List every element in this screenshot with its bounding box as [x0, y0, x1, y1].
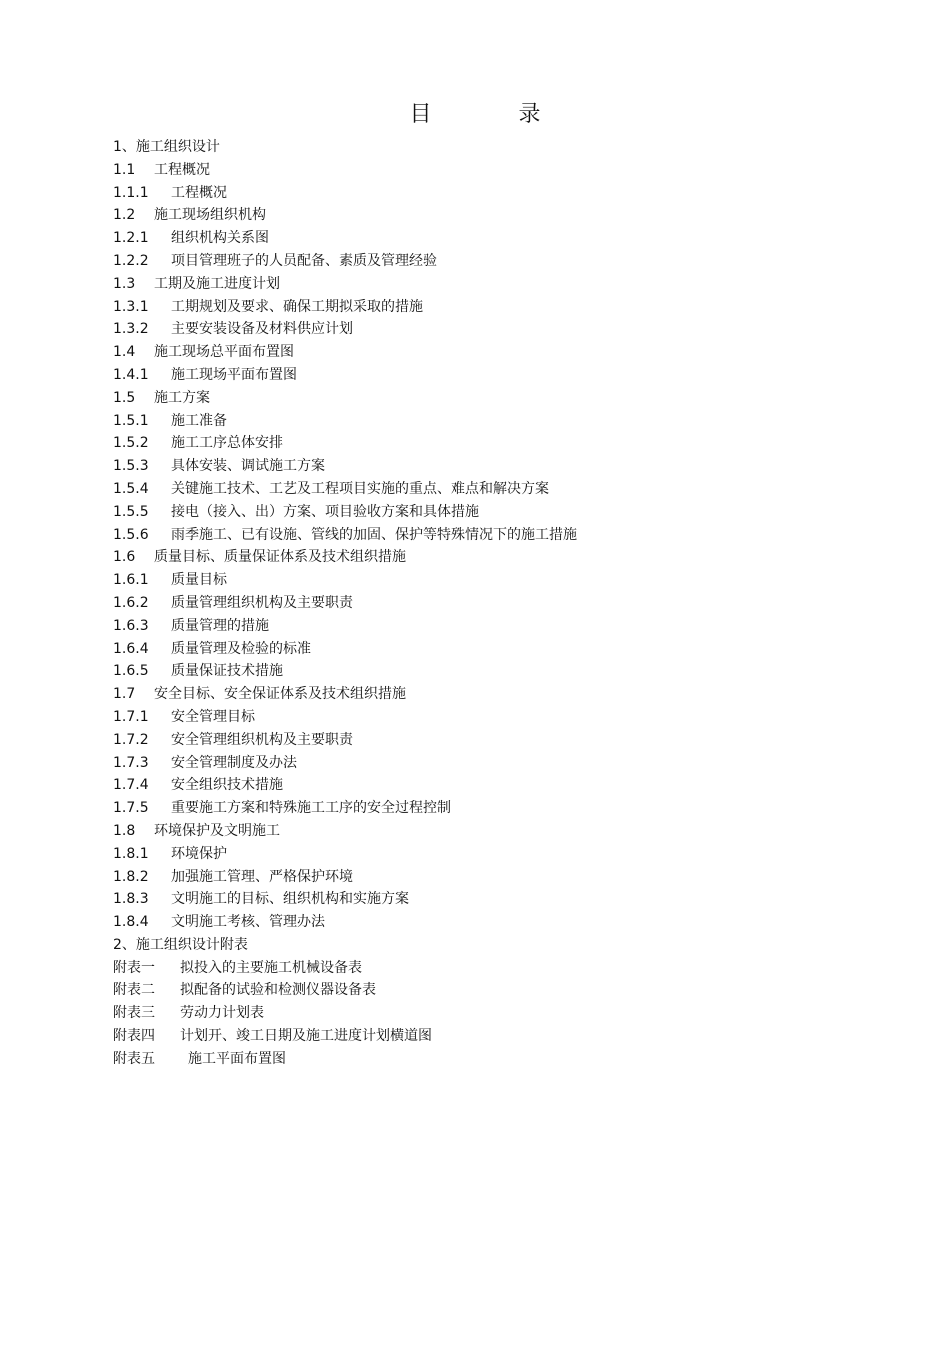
toc-entry-number: 1.1: [113, 161, 136, 178]
toc-entry-title: 工程概况: [154, 161, 210, 178]
toc-entry-number: 附表一: [113, 959, 155, 976]
toc-entry[interactable]: [113, 455, 893, 478]
toc-entry-number: 1.8.4: [113, 914, 149, 931]
toc-entry[interactable]: [113, 911, 893, 934]
toc-entry-number: 1.5: [113, 389, 136, 406]
toc-entry[interactable]: [113, 387, 893, 410]
toc-entry-number: 1.5.5: [113, 503, 149, 520]
toc-entry-title: 安全管理制度及办法: [171, 754, 297, 771]
toc-entry[interactable]: [113, 660, 893, 683]
toc-entry-title: 重要施工方案和特殊施工工序的安全过程控制: [171, 800, 451, 817]
toc-entry-number: 1.6.1: [113, 572, 149, 589]
toc-entry-number: 1.6.2: [113, 594, 149, 611]
toc-entry-number: 附表二: [113, 982, 155, 999]
toc-entry-number: 1.6.5: [113, 663, 149, 680]
toc-entry[interactable]: [113, 615, 893, 638]
toc-entry-title: 文明施工的目标、组织机构和实施方案: [171, 891, 409, 908]
toc-entry-title: 施工方案: [154, 389, 210, 406]
toc-entry-number: 附表四: [113, 1028, 155, 1045]
toc-entry-number: 1.7.5: [113, 800, 149, 817]
toc-entry-title: 工期规划及要求、确保工期拟采取的措施: [171, 298, 423, 315]
toc-entry-number: 1.7.3: [113, 754, 149, 771]
toc-entry-title: 文明施工考核、管理办法: [171, 914, 325, 931]
toc-entry-title: 雨季施工、已有设施、管线的加固、保护等特殊情况下的施工措施: [171, 526, 577, 543]
toc-entry-title: 施工现场组织机构: [154, 207, 266, 224]
toc-entry-number: 1.6.3: [113, 617, 149, 634]
toc-entry-number: 1.1.1: [113, 184, 149, 201]
toc-entry-title: 2、施工组织设计附表: [113, 936, 248, 953]
toc-entry[interactable]: [113, 136, 893, 159]
toc-entry[interactable]: [113, 227, 893, 250]
toc-entry-title: 质量目标: [171, 572, 227, 589]
toc-entry[interactable]: [113, 410, 893, 433]
toc-entry[interactable]: [113, 752, 893, 775]
toc-entry-number: 1.5.6: [113, 526, 149, 543]
toc-entry-number: 1.3.1: [113, 298, 149, 315]
toc-entry-title: 安全组织技术措施: [171, 777, 283, 794]
toc-entry-title: 拟投入的主要施工机械设备表: [180, 959, 362, 976]
toc-entry-number: 1.7: [113, 686, 136, 703]
toc-entry-number: 1.3: [113, 275, 136, 292]
toc-entry[interactable]: [113, 1025, 893, 1048]
toc-entry-number: 1.2: [113, 207, 136, 224]
toc-entry[interactable]: [113, 273, 893, 296]
toc-entry-title: 施工工序总体安排: [171, 435, 283, 452]
toc-entry[interactable]: [113, 979, 893, 1002]
toc-entry-number: 1.5.3: [113, 458, 149, 475]
toc-entry-title: 具体安装、调试施工方案: [171, 458, 325, 475]
toc-entry-title: 环境保护及文明施工: [154, 822, 280, 839]
toc-entry-number: 1.8.2: [113, 868, 149, 885]
toc-entry-number: 1.6: [113, 549, 136, 566]
toc-entry[interactable]: [113, 250, 893, 273]
toc-entry[interactable]: [113, 341, 893, 364]
toc-entry-number: 附表五: [113, 1050, 155, 1067]
toc-entry[interactable]: [113, 592, 893, 615]
toc-entry[interactable]: [113, 729, 893, 752]
toc-entry-title: 质量管理组织机构及主要职责: [171, 594, 353, 611]
toc-entry-number: 1.7.2: [113, 731, 149, 748]
toc-entry-title: 计划开、竣工日期及施工进度计划横道图: [180, 1028, 432, 1045]
toc-entry[interactable]: [113, 866, 893, 889]
toc-entry[interactable]: [113, 546, 893, 569]
toc-entry-title: 施工现场总平面布置图: [154, 344, 294, 361]
toc-entry[interactable]: [113, 1002, 893, 1025]
toc-entry-number: 1.7.1: [113, 708, 149, 725]
toc-entry[interactable]: [113, 182, 893, 205]
toc-entry-number: 1.2.1: [113, 230, 149, 247]
toc-entry-title: 工期及施工进度计划: [154, 275, 280, 292]
toc-entry-number: 1.5.1: [113, 412, 149, 429]
toc-entry-title: 质量管理的措施: [171, 617, 269, 634]
toc-entry[interactable]: [113, 318, 893, 341]
toc-entry-title: 质量管理及检验的标准: [171, 640, 311, 657]
toc-entry[interactable]: [113, 1048, 893, 1071]
toc-entry-title: 安全目标、安全保证体系及技术组织措施: [154, 686, 406, 703]
toc-entry-number: 1.8: [113, 822, 136, 839]
toc-entry[interactable]: [113, 706, 893, 729]
toc-entry[interactable]: [113, 364, 893, 387]
toc-entry[interactable]: [113, 934, 893, 957]
toc-entry[interactable]: [113, 843, 893, 866]
toc-entry-title: 质量保证技术措施: [171, 663, 283, 680]
toc-entry-number: 1.4.1: [113, 366, 149, 383]
toc-entry[interactable]: [113, 683, 893, 706]
toc-entry[interactable]: [113, 569, 893, 592]
toc-entry-title: 关键施工技术、工艺及工程项目实施的重点、难点和解决方案: [171, 480, 549, 497]
toc-entry-title: 环境保护: [171, 845, 227, 862]
toc-entry[interactable]: [113, 524, 893, 547]
toc-entry-title: 安全管理组织机构及主要职责: [171, 731, 353, 748]
toc-entry-title: 施工准备: [171, 412, 227, 429]
toc-entry-number: 附表三: [113, 1005, 155, 1022]
toc-entry[interactable]: [113, 296, 893, 319]
toc-entry-number: 1.8.3: [113, 891, 149, 908]
toc-entry[interactable]: [113, 888, 893, 911]
toc-entry-title: 施工现场平面布置图: [171, 366, 297, 383]
toc-entry-title: 安全管理目标: [171, 708, 255, 725]
toc-entry[interactable]: [113, 957, 893, 980]
toc-entry[interactable]: [113, 774, 893, 797]
toc-entry-number: 1.3.2: [113, 321, 149, 338]
toc-entry[interactable]: [113, 501, 893, 524]
toc-entry[interactable]: [113, 797, 893, 820]
toc-entry[interactable]: [113, 432, 893, 455]
toc-entry-number: 1.5.2: [113, 435, 149, 452]
toc-entry-number: 1.5.4: [113, 480, 149, 497]
toc-entry-title: 拟配备的试验和检测仪器设备表: [180, 982, 376, 999]
toc-entry[interactable]: [113, 820, 893, 843]
toc-entry-title: 组织机构关系图: [171, 230, 269, 247]
toc-entry-number: 1.8.1: [113, 845, 149, 862]
toc-entry-title: 项目管理班子的人员配备、素质及管理经验: [171, 252, 437, 269]
toc-entry-title: 主要安装设备及材料供应计划: [171, 321, 353, 338]
toc-entry-title: 施工平面布置图: [188, 1050, 286, 1067]
toc-entry-title: 接电（接入、出）方案、项目验收方案和具体措施: [171, 503, 479, 520]
toc-entry-number: 1.2.2: [113, 252, 149, 269]
toc-entry-title: 1、施工组织设计: [113, 139, 220, 155]
toc-entry-number: 1.6.4: [113, 640, 149, 657]
toc-entry-title: 劳动力计划表: [180, 1005, 264, 1022]
toc-entry-number: 1.4: [113, 344, 136, 361]
toc-entry-number: 1.7.4: [113, 777, 149, 794]
page-title: 目 录: [409, 102, 581, 127]
toc-entry[interactable]: [113, 638, 893, 661]
toc-entry-title: 加强施工管理、严格保护环境: [171, 868, 353, 885]
toc-entry[interactable]: [113, 159, 893, 182]
toc-entry-title: 质量目标、质量保证体系及技术组织措施: [154, 549, 406, 566]
toc-entry-title: 工程概况: [171, 184, 227, 201]
toc-entry[interactable]: [113, 478, 893, 501]
toc-entry[interactable]: [113, 204, 893, 227]
table-of-contents: [113, 136, 893, 1071]
